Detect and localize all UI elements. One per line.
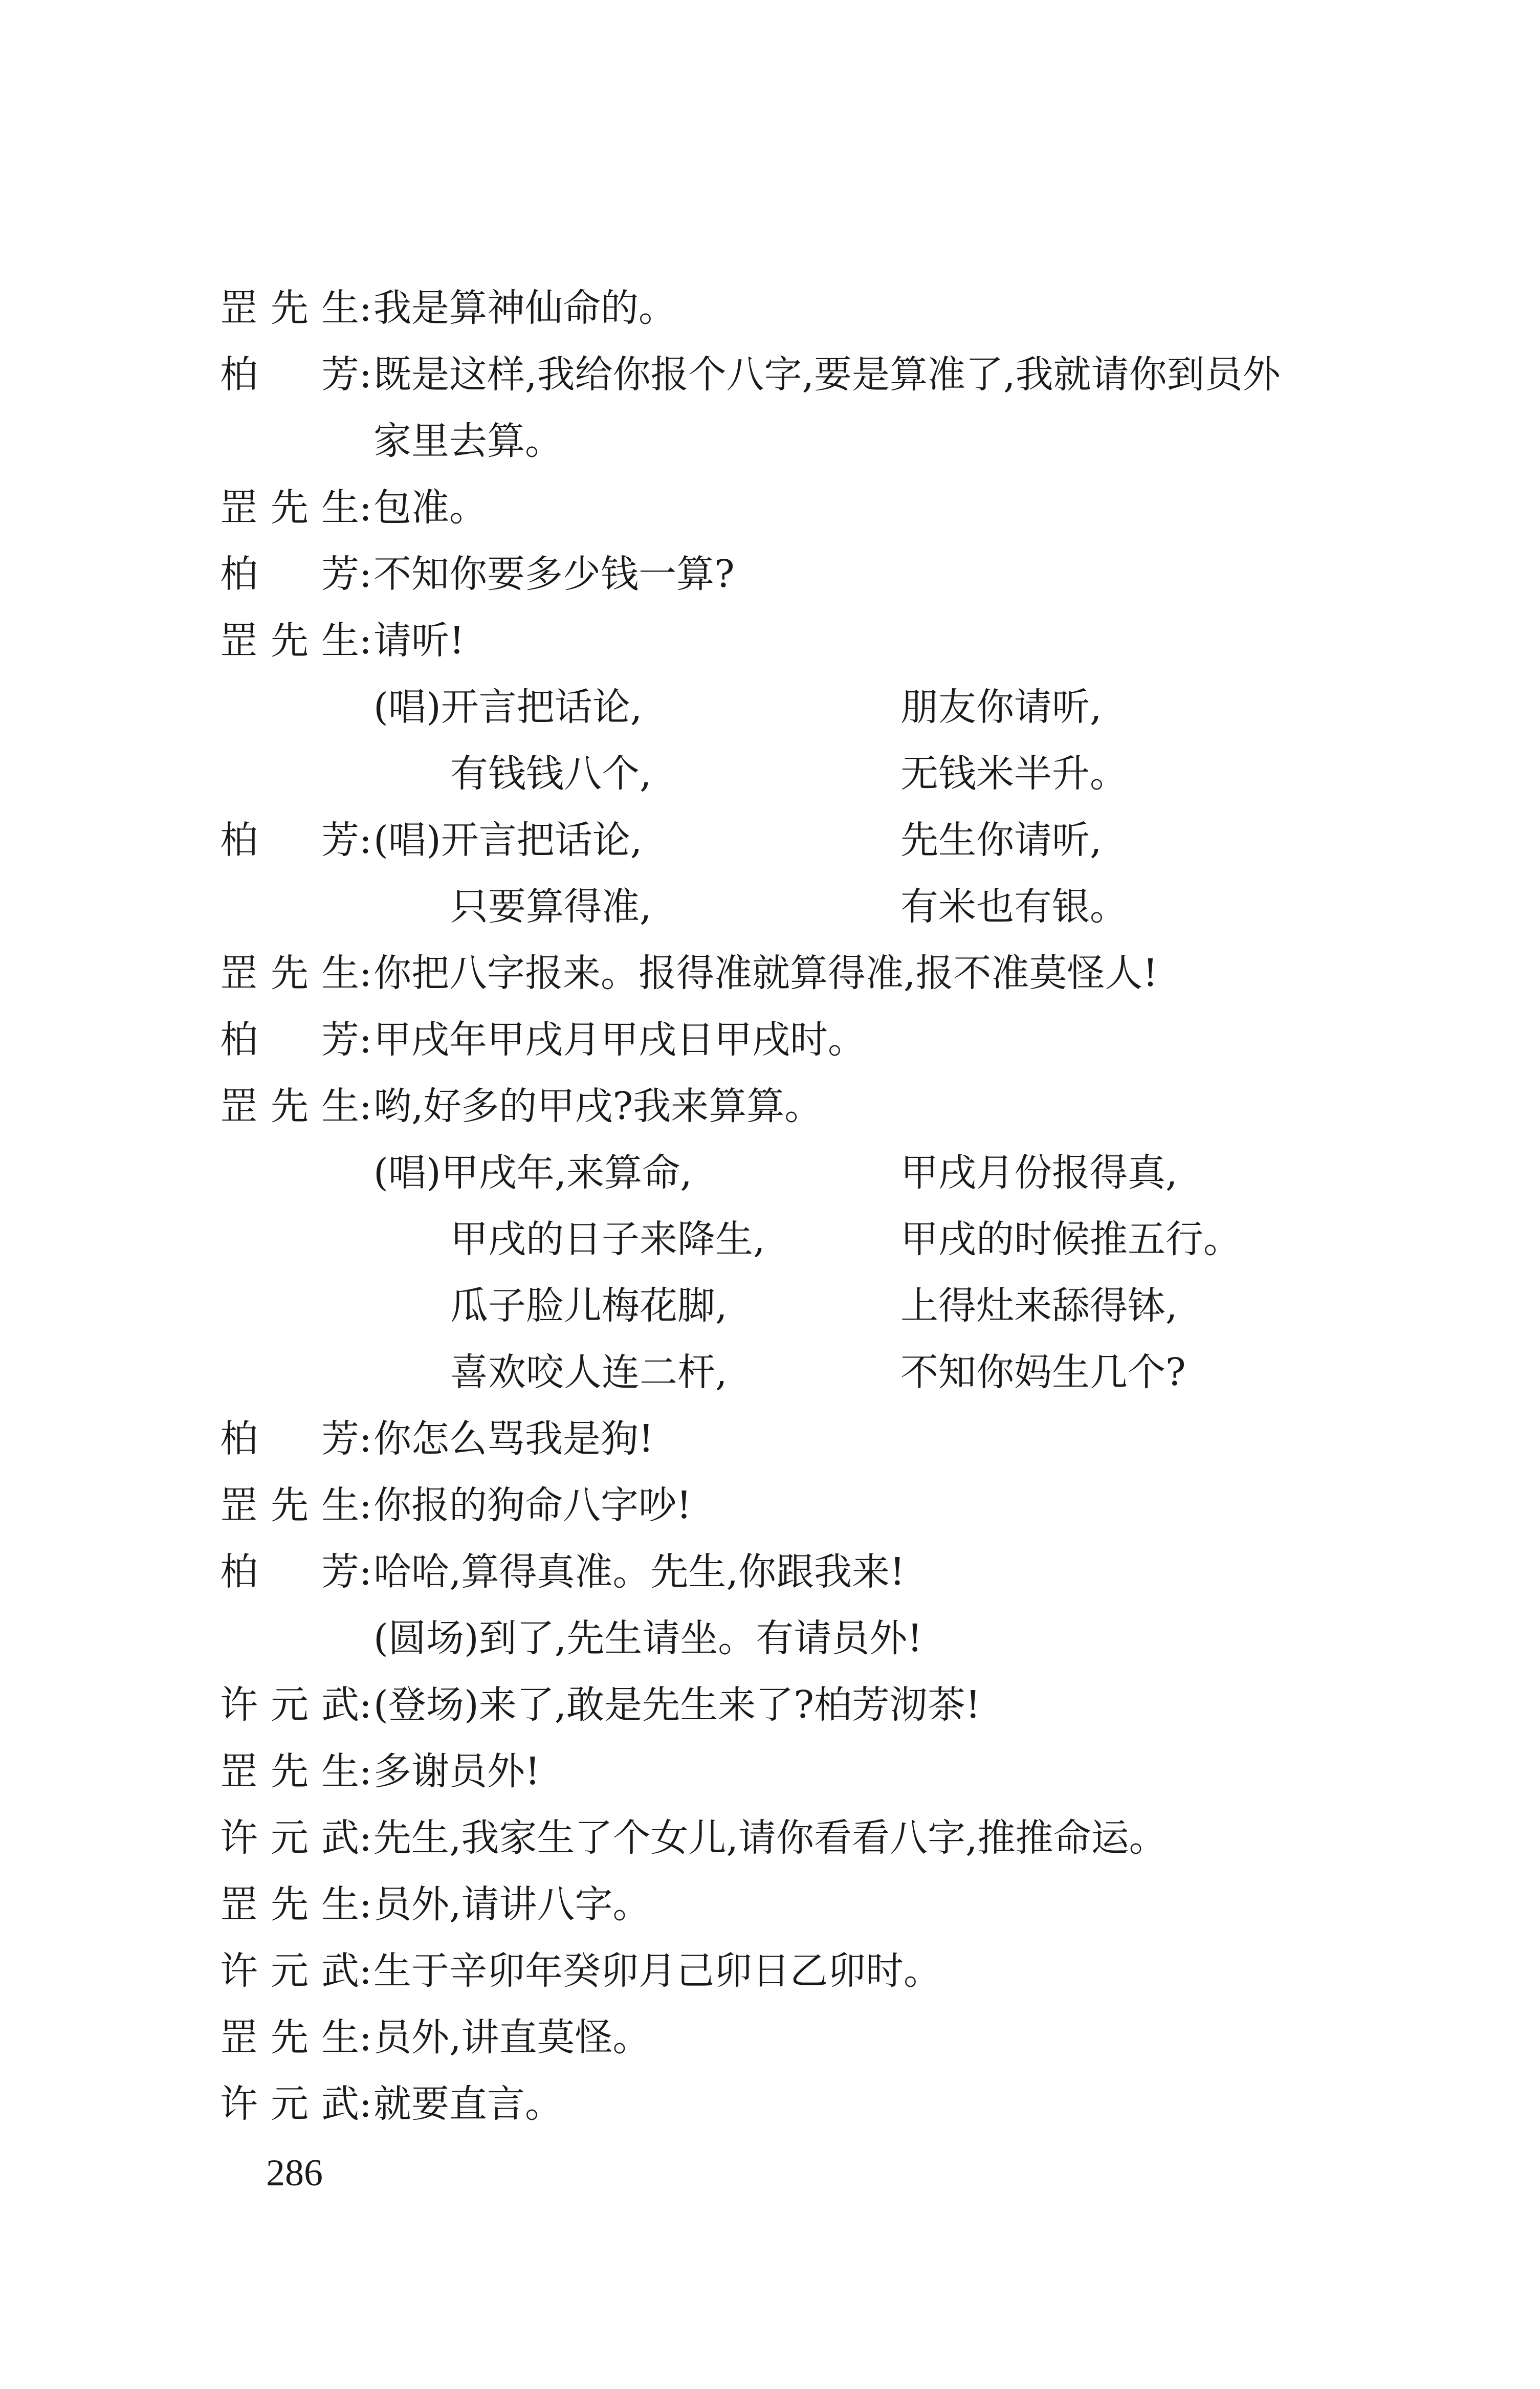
colon: :	[359, 2082, 372, 2126]
colon: :	[359, 619, 372, 663]
colon: :	[359, 552, 372, 596]
verse-line-right: 甲戌的时候推五行。	[900, 1217, 1241, 1261]
speaker-label: 罡先生	[220, 1749, 359, 1793]
page-number: 286	[266, 2152, 323, 2194]
dialogue-text: 员外,请讲八字。	[373, 1882, 651, 1926]
speaker-label: 柏 芳	[220, 1417, 359, 1461]
verse-line-right: 朋友你请听,	[900, 685, 1102, 729]
speaker-label: 罡先生	[220, 619, 359, 663]
colon: :	[359, 1749, 372, 1793]
colon: :	[359, 1550, 372, 1594]
verse-line-right: 有米也有银。	[900, 885, 1128, 929]
verse-line-right: 先生你请听,	[900, 818, 1102, 862]
dialogue-text: 哟,好多的甲戌?我来算算。	[373, 1084, 823, 1128]
speaker-label: 许元武	[220, 2082, 359, 2126]
dialogue-text: 你报的狗命八字吵!	[373, 1483, 692, 1527]
dialogue-text: 不知你要多少钱一算?	[373, 552, 735, 596]
verse-line-left: 有钱钱八个,	[450, 752, 652, 796]
colon: :	[359, 1949, 372, 1993]
dialogue-text: 请听!	[373, 619, 465, 663]
verse-line-right: 甲戌月份报得真,	[900, 1151, 1178, 1195]
colon: :	[359, 1683, 372, 1727]
speaker-label: 罡先生	[220, 951, 359, 995]
dialogue-text: 你怎么骂我是狗!	[373, 1417, 654, 1461]
dialogue-text: 先生,我家生了个女儿,请你看看八字,推推命运。	[373, 1816, 1167, 1860]
colon: :	[359, 286, 372, 330]
colon: :	[359, 353, 372, 397]
speaker-label: 柏 芳	[220, 353, 359, 397]
colon: :	[359, 1018, 372, 1062]
colon: :	[359, 1084, 372, 1128]
verse-line-left: 瓜子脸儿梅花脚,	[450, 1284, 728, 1328]
speaker-label: 罡先生	[220, 2015, 359, 2059]
speaker-label: 柏 芳	[220, 552, 359, 596]
dialogue-continuation: (圆场)到了,先生请坐。有请员外!	[373, 1616, 922, 1660]
verse-line-right: 上得灶来舔得钵,	[900, 1284, 1178, 1328]
speaker-label: 罡先生	[220, 1483, 359, 1527]
colon: :	[359, 1882, 372, 1926]
speaker-label: 罡先生	[220, 286, 359, 330]
dialogue-text: 我是算神仙命的。	[373, 286, 676, 330]
verse-line-left: (唱)开言把话论,	[373, 685, 643, 729]
speaker-label: 罡先生	[220, 486, 359, 530]
speaker-label: 许元武	[220, 1949, 359, 1993]
speaker-label: 罡先生	[220, 1882, 359, 1926]
speaker-label: 许元武	[220, 1683, 359, 1727]
verse-line-left: 喜欢咬人连二杆,	[450, 1350, 728, 1394]
colon: :	[359, 1483, 372, 1527]
dialogue-text: 员外,讲直莫怪。	[373, 2015, 651, 2059]
speaker-label: 许元武	[220, 1816, 359, 1860]
dialogue-text: 既是这样,我给你报个八字,要是算准了,我就请你到员外	[373, 353, 1281, 397]
verse-line-right: 无钱米半升。	[900, 752, 1128, 796]
verse-line-left: (唱)开言把话论,	[373, 818, 643, 862]
colon: :	[359, 1816, 372, 1860]
dialogue-text: 就要直言。	[373, 2082, 563, 2126]
colon: :	[359, 486, 372, 530]
verse-line-right: 不知你妈生几个?	[900, 1350, 1186, 1394]
dialogue-text: 多谢员外!	[373, 1749, 540, 1793]
colon: :	[359, 951, 372, 995]
dialogue-continuation: 家里去算。	[373, 419, 563, 463]
verse-line-left: (唱)甲戌年,来算命,	[373, 1151, 692, 1195]
dialogue-text: 你把八字报来。报得准就算得准,报不准莫怪人!	[373, 951, 1158, 995]
colon: :	[359, 818, 372, 862]
verse-line-left: 甲戌的日子来降生,	[450, 1217, 765, 1261]
dialogue-text: 甲戌年甲戌月甲戌日甲戌时。	[373, 1018, 866, 1062]
dialogue-text: 哈哈,算得真准。先生,你跟我来!	[373, 1550, 905, 1594]
dialogue-text: 包准。	[373, 486, 487, 530]
verse-line-left: 只要算得准,	[450, 885, 652, 929]
colon: :	[359, 2015, 372, 2059]
speaker-label: 柏 芳	[220, 818, 359, 862]
speaker-label: 柏 芳	[220, 1550, 359, 1594]
speaker-label: 罡先生	[220, 1084, 359, 1128]
dialogue-text: (登场)来了,敢是先生来了?柏芳沏茶!	[373, 1683, 981, 1727]
colon: :	[359, 1417, 372, 1461]
speaker-label: 柏 芳	[220, 1018, 359, 1062]
dialogue-text: 生于辛卯年癸卯月己卯日乙卯时。	[373, 1949, 941, 1993]
